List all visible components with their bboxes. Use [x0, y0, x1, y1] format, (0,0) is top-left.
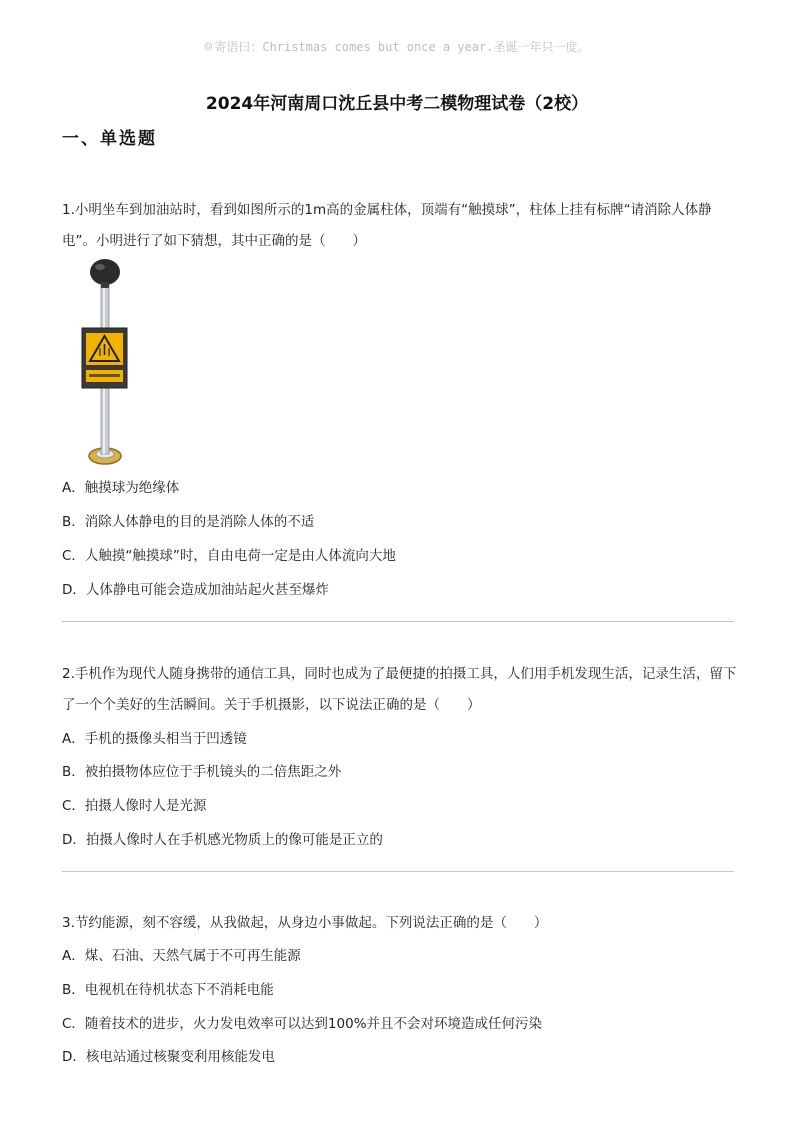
question-1-option-a: A．触摸球为绝缘体	[62, 480, 180, 496]
question-1-option-d: D．人体静电可能会造成加油站起火甚至爆炸	[62, 582, 329, 598]
question-2-option-d: D．拍摄人像时人在手机感光物质上的像可能是正立的	[62, 832, 383, 848]
question-1-option-c: C．人触摸“触摸球”时，自由电荷一定是由人体流向大地	[62, 548, 396, 564]
section-heading: 一、单选题	[62, 129, 157, 149]
question-1-stem: 1.小明坐车到加油站时，看到如图所示的1m高的金属柱体，顶端有“触摸球”，柱体上挂有标牌“请消除人体静电”。小明进行了如下猜想，其中正确的是（ ）	[62, 202, 712, 249]
static-discharge-pole-image	[72, 256, 142, 472]
question-2-option-c: C．拍摄人像时人是光源	[62, 798, 207, 814]
question-3-option-a: A．煤、石油、天然气属于不可再生能源	[62, 948, 301, 964]
smiley-icon: ☺	[204, 40, 213, 55]
watermark	[0, 38, 794, 55]
watermark-text: 寄语曰：Christmas comes but once a year.圣诞一年只一度。	[214, 40, 590, 54]
question-2-stem: 2.手机作为现代人随身携带的通信工具，同时也成为了最便捷的拍摄工具，人们用手机发现生活，记录生活，留下了一个个美好的生活瞬间。关于手机摄影，以下说法正确的是（ ）	[62, 666, 737, 713]
question-3-stem: 3.节约能源，刻不容缓，从我做起，从身边小事做起。下列说法正确的是（ ）	[62, 915, 548, 931]
question-2-option-a: A．手机的摄像头相当于凹透镜	[62, 731, 247, 747]
question-3-option-d: D．核电站通过核聚变利用核能发电	[62, 1049, 275, 1065]
question-divider	[62, 871, 734, 872]
question-1-option-b: B．消除人体静电的目的是消除人体的不适	[62, 514, 315, 530]
page-title: 2024年河南周口沈丘县中考二模物理试卷（2校）	[205, 94, 589, 114]
question-3-option-c: C．随着技术的进步，火力发电效率可以达到100%并且不会对环境造成任何污染	[62, 1016, 543, 1032]
question-divider	[62, 621, 734, 622]
question-2-option-b: B．被拍摄物体应位于手机镜头的二倍焦距之外	[62, 764, 342, 780]
question-3-option-b: B．电视机在待机状态下不消耗电能	[62, 982, 274, 998]
